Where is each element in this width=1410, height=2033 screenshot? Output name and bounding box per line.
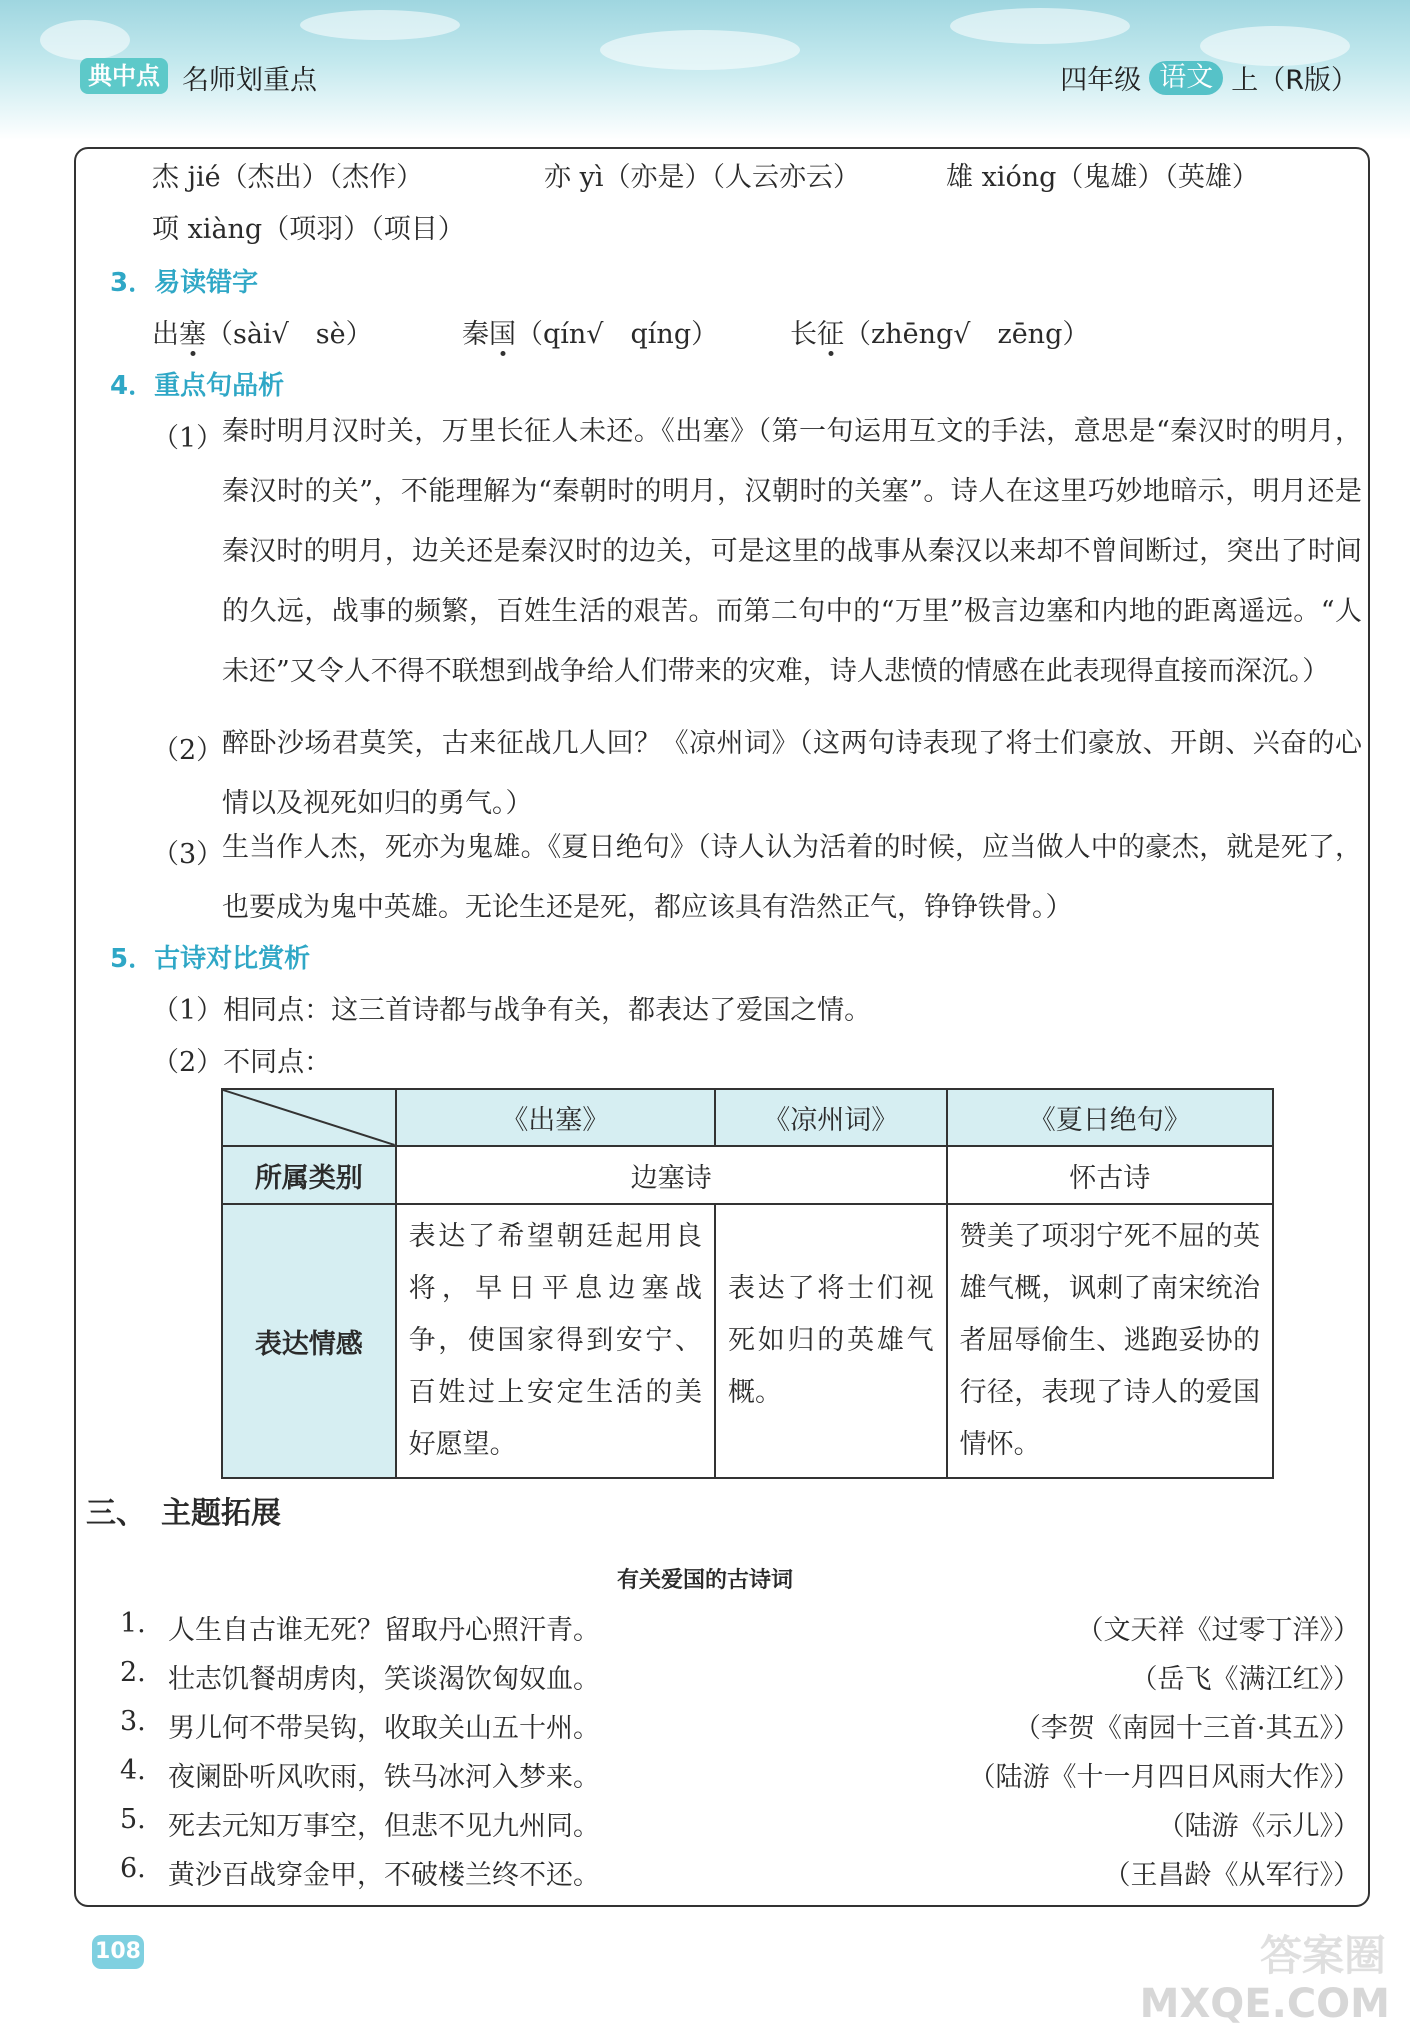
similarity-text: （1）相同点：这三首诗都与战争有关，都表达了爱国之情。 <box>152 995 872 1026</box>
table-cell <box>396 1204 715 1478</box>
table-header-row <box>222 1089 1273 1146</box>
misread-pinyin: （qín√ qíng） <box>516 319 719 350</box>
misread-before: 长 <box>790 319 817 350</box>
poem-text: 夜阑卧听风吹雨，铁马冰河入梦来。 <box>168 1762 600 1793</box>
subject-badge: 语文 <box>1149 61 1223 95</box>
section-title-comparison: 5．古诗对比赏析 <box>110 944 311 974</box>
char-group-xiang: 项 xiàng（项羽）（项目） <box>152 214 465 245</box>
char-group-yi: 亦 yì（亦是）（人云亦云） <box>544 162 860 193</box>
list-item <box>120 1657 1360 1705</box>
misread-item <box>462 312 718 351</box>
banner-decoration <box>40 20 130 60</box>
poem-number: 3. <box>120 1706 146 1737</box>
table-cell: 怀古诗 <box>947 1146 1273 1204</box>
difference-label: （2）不同点： <box>152 1047 332 1078</box>
poem-source: （王昌龄《从军行》） <box>1103 1860 1360 1891</box>
poem-text: 男儿何不带吴钩，收取关山五十州。 <box>168 1713 600 1744</box>
banner-decoration <box>300 10 460 40</box>
list-item <box>120 1706 1360 1754</box>
poem-number: 2. <box>120 1657 146 1688</box>
sentence-analysis-2: 醉卧沙场君莫笑，古来征战几人回？《凉州词》（这两句诗表现了将士们豪放、开朗、兴奋的心情以及视死如归的勇气。） <box>222 728 1362 819</box>
char-group-xiong: 雄 xióng（鬼雄）（英雄） <box>946 162 1259 193</box>
poem-source: （岳飞《满江红》） <box>1130 1664 1360 1695</box>
misread-before: 出 <box>152 319 179 350</box>
edition-text: 上（R版） <box>1231 65 1358 96</box>
watermark-logo: 答案圈 <box>1259 1931 1386 1980</box>
top-banner <box>0 0 1410 140</box>
section-title-misread: 3．易读错字 <box>110 268 259 298</box>
misread-pinyin: （sài√ sè） <box>206 319 373 350</box>
misread-item <box>152 312 373 351</box>
poem-number: 5. <box>120 1804 146 1835</box>
table-col-header: 《凉州词》 <box>715 1089 947 1146</box>
table-row <box>222 1146 1273 1204</box>
list-item <box>120 1804 1360 1852</box>
poem-text: 黄沙百战穿金甲，不破楼兰终不还。 <box>168 1860 600 1891</box>
list-item <box>120 1755 1360 1803</box>
poem-source: （陆游《示儿》） <box>1157 1811 1360 1842</box>
table-row-label: 所属类别 <box>222 1146 396 1204</box>
table-corner-cell <box>222 1089 396 1146</box>
section-heading-theme: 三、 主题拓展 <box>86 1496 281 1531</box>
poem-text: 人生自古谁无死？留取丹心照汗青。 <box>168 1615 600 1646</box>
poem-text: 壮志饥餐胡虏肉，笑谈渴饮匈奴血。 <box>168 1664 600 1695</box>
comparison-table <box>221 1088 1274 1479</box>
misread-char: 征 <box>817 319 844 350</box>
poem-text: 死去元知万事空，但悲不见九州同。 <box>168 1811 600 1842</box>
sentence-number: （2） <box>152 735 224 766</box>
diagonal-line <box>223 1090 395 1145</box>
misread-item <box>790 312 1089 351</box>
table-row <box>222 1204 1273 1478</box>
banner-decoration <box>600 30 800 70</box>
table-row-label: 表达情感 <box>222 1204 396 1478</box>
poem-number: 4. <box>120 1755 146 1786</box>
watermark-url: MXQE.COM <box>1139 1981 1390 2027</box>
misread-char: 塞 <box>179 319 206 350</box>
sentence-analysis-3: 生当作人杰，死亦为鬼雄。《夏日绝句》（诗人认为活着的时候，应当做人中的豪杰，就是死了，也要成为鬼中英雄。无论生还是死，都应该具有浩然正气，铮铮铁骨。） <box>222 832 1362 923</box>
misread-before: 秦 <box>462 319 489 350</box>
poem-source: （李贺《南园十三首·其五》） <box>1013 1713 1360 1744</box>
list-item <box>120 1853 1360 1901</box>
cell-text: 赞美了项羽宁死不屈的英雄气概，讽刺了南宋统治者屈辱偷生、逃跑妥协的行径，表现了诗人的爱国情怀。 <box>959 1221 1260 1460</box>
table-cell <box>715 1204 947 1478</box>
table-cell: 边塞诗 <box>396 1146 947 1204</box>
sentence-number: （1） <box>152 423 224 454</box>
series-title: 名师划重点 <box>182 65 317 96</box>
sentence-number: （3） <box>152 839 224 870</box>
poem-number: 6. <box>120 1853 146 1884</box>
cell-text: 表达了希望朝廷起用良将，早日平息边塞战争，使国家得到安宁、百姓过上安定生活的美好愿望。 <box>408 1221 702 1460</box>
banner-decoration <box>950 8 1130 44</box>
sentence-analysis-1: 秦时明月汉时关，万里长征人未还。《出塞》（第一句运用互文的手法，意思是“秦汉时的明月，秦汉时的关”，不能理解为“秦朝时的明月，汉朝时的关塞”。诗人在这里巧妙地暗示，明月还是秦汉时的明月，边关还是秦汉时的边关，可是这里的战事从秦汉以来却不曾间断过，突出了时间的久远，战事的频繁，百姓生活的艰苦。而第二句中的“万里”极言边塞和内地的距离遥远。“人未还”又令人不得不联想到战争给人们带来的灾难，诗人悲愤的情感在此表现得直接而深沉。） <box>222 416 1362 687</box>
section-title-key-sentences: 4．重点句品析 <box>110 371 285 401</box>
cell-text: 表达了将士们视死如归的英雄气概。 <box>728 1273 934 1408</box>
grade-label <box>1060 58 1358 97</box>
table-col-header: 《夏日绝句》 <box>947 1089 1273 1146</box>
table-cell <box>947 1204 1273 1478</box>
series-logo: 典中点 <box>80 58 168 94</box>
misread-pinyin: （zhēng√ zēng） <box>844 319 1090 350</box>
table-col-header: 《出塞》 <box>396 1089 715 1146</box>
list-item <box>120 1608 1360 1656</box>
poem-source: （陆游《十一月四日风雨大作》） <box>968 1762 1360 1793</box>
poem-list-title: 有关爱国的古诗词 <box>616 1568 793 1593</box>
page-number: 108 <box>92 1935 144 1969</box>
char-group-jie: 杰 jié（杰出）（杰作） <box>152 162 424 193</box>
poem-source: （文天祥《过零丁洋》） <box>1076 1615 1360 1646</box>
poem-number: 1. <box>120 1608 146 1639</box>
misread-char: 国 <box>489 319 516 350</box>
grade-text: 四年级 <box>1060 65 1142 96</box>
